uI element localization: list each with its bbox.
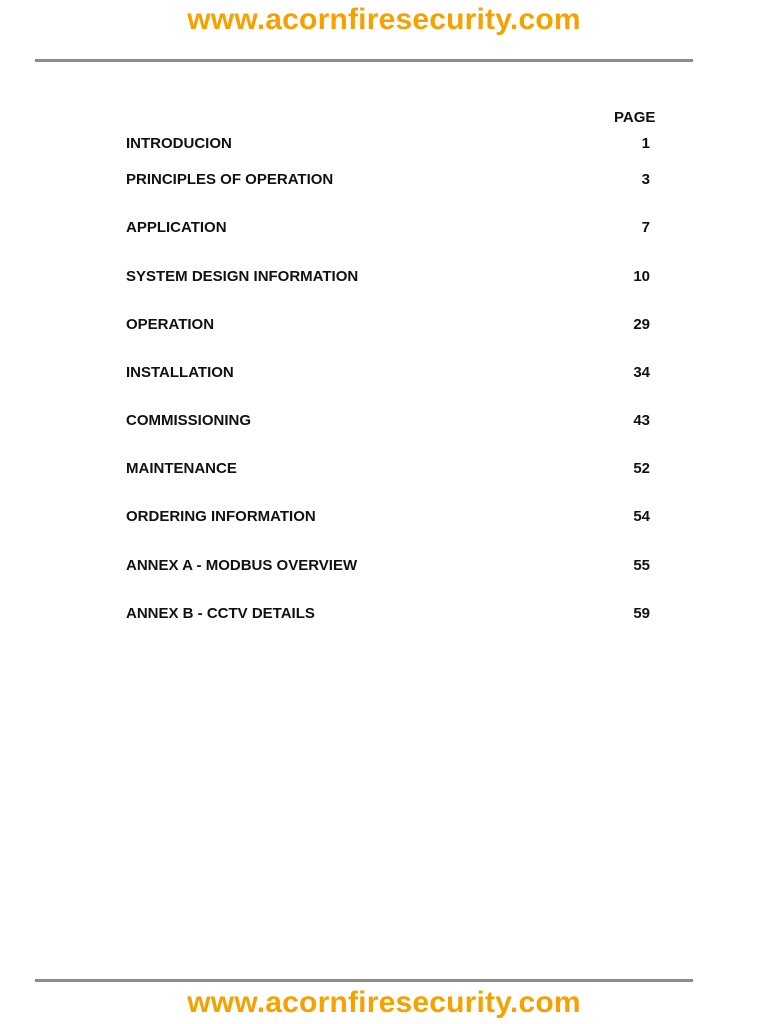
toc-entry[interactable] bbox=[126, 135, 650, 153]
toc-entry-title: INSTALLATION bbox=[126, 364, 234, 381]
toc-entry-page: 52 bbox=[633, 460, 650, 477]
toc-entry[interactable] bbox=[126, 460, 650, 478]
toc-entry-page: 29 bbox=[633, 316, 650, 333]
toc-entry-page: 34 bbox=[633, 364, 650, 381]
toc-entry-title: OPERATION bbox=[126, 316, 215, 333]
toc-entry-page: 3 bbox=[641, 171, 650, 188]
toc-entry[interactable] bbox=[126, 605, 650, 623]
toc-entry-page: 43 bbox=[633, 412, 650, 429]
toc-entry[interactable] bbox=[126, 557, 650, 575]
toc-entry-title: COMMISSIONING bbox=[126, 412, 252, 429]
toc-entry[interactable] bbox=[126, 219, 650, 237]
toc-entry-title: ANNEX A - MODBUS OVERVIEW bbox=[126, 557, 358, 574]
toc-entry-title: ANNEX B - CCTV DETAILS bbox=[126, 605, 315, 622]
toc-page-column-header: PAGE bbox=[614, 109, 656, 126]
toc-entry[interactable] bbox=[126, 508, 650, 526]
toc-entry[interactable] bbox=[126, 364, 650, 382]
toc-entry-title: PRINCIPLES OF OPERATION bbox=[126, 171, 334, 188]
toc-entry-title: ORDERING INFORMATION bbox=[126, 508, 316, 525]
toc-entry[interactable] bbox=[126, 268, 650, 286]
toc-entry-page: 55 bbox=[633, 557, 650, 574]
toc-entry-page: 59 bbox=[633, 605, 650, 622]
toc-entry[interactable] bbox=[126, 412, 650, 430]
footer-website-url[interactable]: www.acornfiresecurity.com bbox=[187, 986, 581, 1019]
toc-entry-title: MAINTENANCE bbox=[126, 460, 237, 477]
toc-entry-title: APPLICATION bbox=[126, 219, 227, 236]
footer-divider bbox=[35, 979, 693, 982]
toc-entry[interactable] bbox=[126, 171, 650, 189]
toc-entry-title: INTRODUCION bbox=[126, 135, 232, 152]
toc-entry-page: 7 bbox=[641, 219, 650, 236]
toc-entry-page: 10 bbox=[633, 268, 650, 285]
toc-entry-title: SYSTEM DESIGN INFORMATION bbox=[126, 268, 359, 285]
header-website-url[interactable]: www.acornfiresecurity.com bbox=[187, 3, 581, 36]
header-divider bbox=[35, 59, 693, 62]
toc-entry-page: 1 bbox=[641, 135, 650, 152]
toc-entry-page: 54 bbox=[633, 508, 650, 525]
toc-entry[interactable] bbox=[126, 316, 650, 334]
